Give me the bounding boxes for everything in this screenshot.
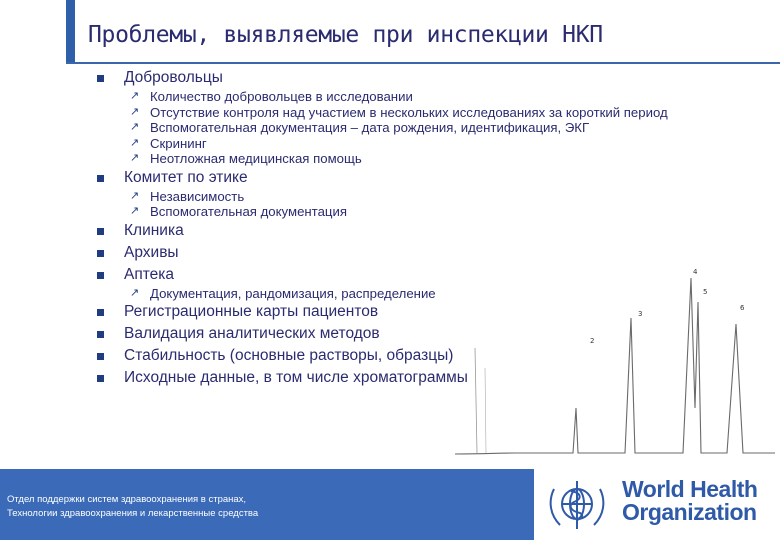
arrow-bullet-icon: ↗ (130, 205, 140, 217)
square-bullet-icon (97, 250, 104, 257)
bullet-item (96, 323, 776, 345)
who-logo-text (622, 478, 757, 524)
footer-line-2: Технологии здравоохранения и лекарственные средства (7, 508, 259, 519)
sub-bullet-label: Вспомогательная документация (150, 204, 347, 219)
arrow-bullet-icon: ↗ (130, 152, 140, 164)
sub-bullet-list (96, 189, 776, 220)
bullet-label: Клиника (124, 221, 184, 239)
square-bullet-icon (97, 353, 104, 360)
bullet-list (96, 67, 776, 389)
sub-bullet-item (96, 151, 776, 167)
sub-bullet-label: Скрининг (150, 135, 207, 151)
who-logo-line-2: Organization (622, 499, 757, 525)
sub-bullet-item (96, 189, 776, 205)
sub-bullet-item (96, 105, 776, 121)
sub-bullet-label: Вспомогательная документация – дата рождения, идентификация, ЭКГ (150, 120, 590, 135)
who-logo (534, 469, 780, 540)
bullet-label: Добровольцы (124, 69, 223, 86)
arrow-bullet-icon: ↗ (130, 90, 140, 102)
sub-bullet-label: Неотложная медицинская помощь (150, 151, 362, 166)
bullet-item (96, 264, 776, 286)
sub-bullet-item (96, 204, 776, 220)
peak-label-5: 5 (703, 288, 708, 296)
bullet-label: Исходные данные, в том числе хроматограммы (124, 369, 468, 386)
who-logo-line-1: World Health (622, 476, 758, 502)
bullet-label: Комитет по этике (124, 168, 248, 186)
bullet-label: Архивы (124, 243, 179, 261)
square-bullet-icon (97, 331, 104, 338)
square-bullet-icon (97, 375, 104, 382)
sub-bullet-label: Отсутствие контроля над участием в нескольких исследованиях за короткий период (150, 104, 668, 120)
sub-bullet-label: Документация, рандомизация, распределение (150, 285, 436, 301)
bullet-item (96, 242, 776, 264)
arrow-bullet-icon: ↗ (130, 189, 140, 202)
bullet-item (96, 167, 776, 189)
square-bullet-icon (97, 75, 104, 82)
accent-bar (66, 0, 75, 62)
sub-bullet-label: Количество добровольцев в исследовании (150, 89, 413, 104)
bullet-item (96, 301, 776, 323)
sub-bullet-list (96, 286, 776, 302)
square-bullet-icon (97, 309, 104, 316)
arrow-bullet-icon: ↗ (130, 286, 140, 299)
peak-label-2: 2 (590, 337, 595, 345)
peak-label-3: 3 (638, 310, 643, 318)
who-emblem-icon (544, 477, 610, 533)
bullet-label: Стабильность (основные растворы, образцы) (124, 347, 454, 364)
sub-bullet-item (96, 136, 776, 152)
square-bullet-icon (97, 272, 104, 279)
bullet-item (96, 220, 776, 242)
square-bullet-icon (97, 175, 104, 182)
title-underline (66, 62, 780, 64)
arrow-bullet-icon: ↗ (130, 121, 140, 133)
bullet-item (96, 67, 776, 89)
sub-bullet-item (96, 89, 776, 105)
bullet-label: Аптека (124, 265, 175, 283)
footer-text (7, 493, 258, 521)
arrow-bullet-icon: ↗ (130, 105, 140, 118)
footer-line-1: Отдел поддержки систем здравоохранения в странах, (7, 494, 247, 505)
sub-bullet-label: Независимость (150, 188, 245, 204)
sub-bullet-list (96, 89, 776, 167)
square-bullet-icon (97, 228, 104, 235)
bullet-item (96, 345, 776, 367)
peak-label-6: 6 (740, 304, 745, 312)
bullet-label: Регистрационные карты пациентов (124, 303, 379, 320)
arrow-bullet-icon: ↗ (130, 136, 140, 149)
page-title: Проблемы, выявляемые при инспекции НКП (88, 22, 603, 48)
bullet-item (96, 367, 776, 389)
peak-label-4: 4 (693, 268, 698, 276)
sub-bullet-item (96, 120, 776, 136)
bullet-label: Валидация аналитических методов (124, 325, 380, 342)
sub-bullet-item (96, 286, 776, 302)
